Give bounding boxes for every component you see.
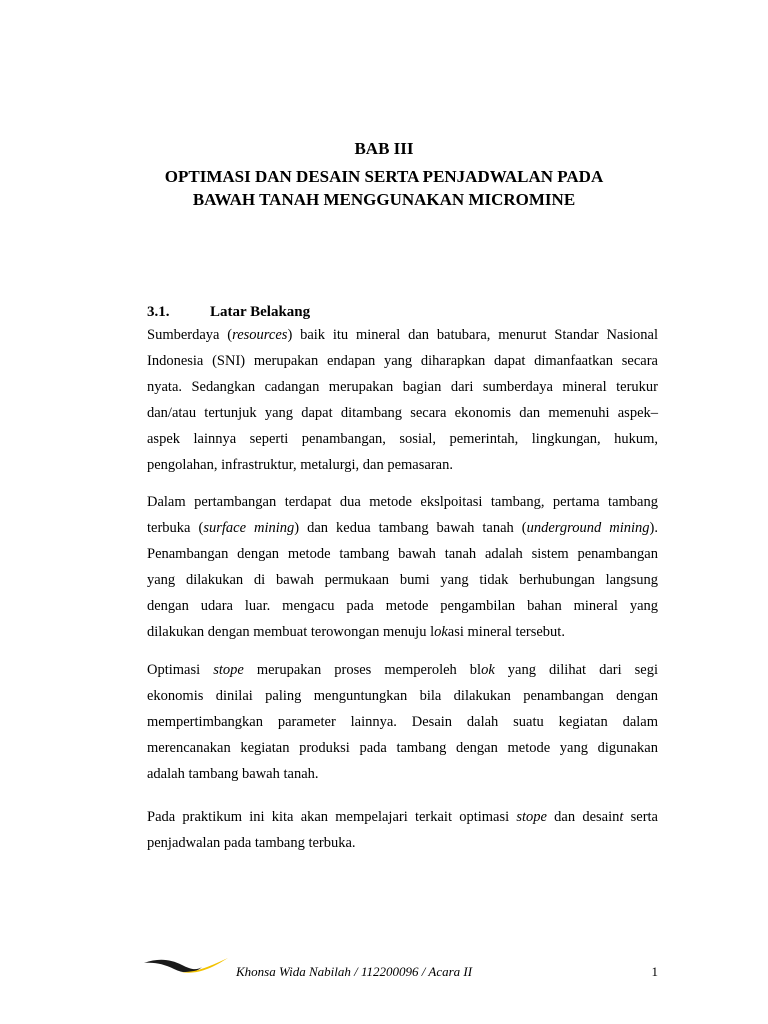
- paragraph-line: nyata. Sedangkan cadangan merupakan bagian dari sumberdaya mineral terukur: [147, 379, 658, 395]
- paragraph-line: Optimasi stope merupakan proses memperoleh blok yang dilihat dari segi: [147, 662, 658, 678]
- section-title: Latar Belakang: [210, 304, 311, 320]
- paragraph-line: Penambangan dengan metode tambang bawah tanah adalah sistem penambangan: [147, 546, 658, 562]
- footer-author-line: Khonsa Wida Nabilah / 112200096 / Acara II: [236, 964, 473, 979]
- paragraph-line: Dalam pertambangan terdapat dua metode ekslpoitasi tambang, pertama tambang: [147, 494, 658, 510]
- paragraph-line: penjadwalan pada tambang terbuka.: [147, 835, 356, 851]
- page-number: 1: [651, 964, 658, 979]
- paragraph-line: mempertimbangkan parameter lainnya. Desain dalah suatu kegiatan dalam: [147, 714, 658, 730]
- paragraph-line: dan/atau tertunjuk yang dapat ditambang secara ekonomis dan memenuhi aspek–: [147, 405, 658, 421]
- paragraph-line: Indonesia (SNI) merupakan endapan yang diharapkan dapat dimanfaatkan secara: [147, 353, 658, 369]
- paragraph-line: dengan udara luar. mengacu pada metode pengambilan bahan mineral yang: [147, 598, 658, 614]
- paragraph-line: terbuka (surface mining) dan kedua tambang bawah tanah (underground mining).: [147, 520, 659, 536]
- title-line-2: BAWAH TANAH MENGGUNAKAN MICROMINE: [192, 190, 576, 209]
- paragraph-line: dilakukan dengan membuat terowongan menuju lokasi mineral tersebut.: [147, 624, 565, 640]
- paragraph-3: [147, 657, 658, 787]
- paragraph-1: [147, 322, 658, 478]
- paragraph-4: [147, 804, 658, 856]
- section-number: 3.1.: [147, 304, 170, 320]
- paragraph-line: yang dilakukan di bawah permukaan bumi yang tidak berhubungan langsung: [147, 572, 658, 588]
- paragraph-line: ekonomis dinilai paling menguntungkan bila dilakukan penambangan dengan: [147, 688, 658, 704]
- paragraph-line: merencanakan kegiatan produksi pada tambang dengan metode yang digunakan: [147, 740, 658, 756]
- paragraph-line: Pada praktikum ini kita akan mempelajari terkait optimasi stope dan desaint serta: [147, 809, 658, 825]
- paragraph-2: [147, 489, 658, 645]
- chapter-heading: BAB III: [354, 139, 414, 158]
- paragraph-line: Sumberdaya (resources) baik itu mineral dan batubara, menurut Standar Nasional: [147, 327, 658, 343]
- paragraph-line: adalah tambang bawah tanah.: [147, 766, 319, 782]
- mining-swoosh-logo-icon: [140, 950, 232, 980]
- title-line-1: OPTIMASI DAN DESAIN SERTA PENJADWALAN PADA: [164, 167, 604, 186]
- document-title: [100, 165, 668, 211]
- paragraph-line: pengolahan, infrastruktur, metalurgi, dan pemasaran.: [147, 457, 453, 473]
- section-heading: [147, 302, 310, 322]
- paragraph-line: aspek lainnya seperti penambangan, sosial, pemerintah, lingkungan, hukum,: [147, 431, 658, 447]
